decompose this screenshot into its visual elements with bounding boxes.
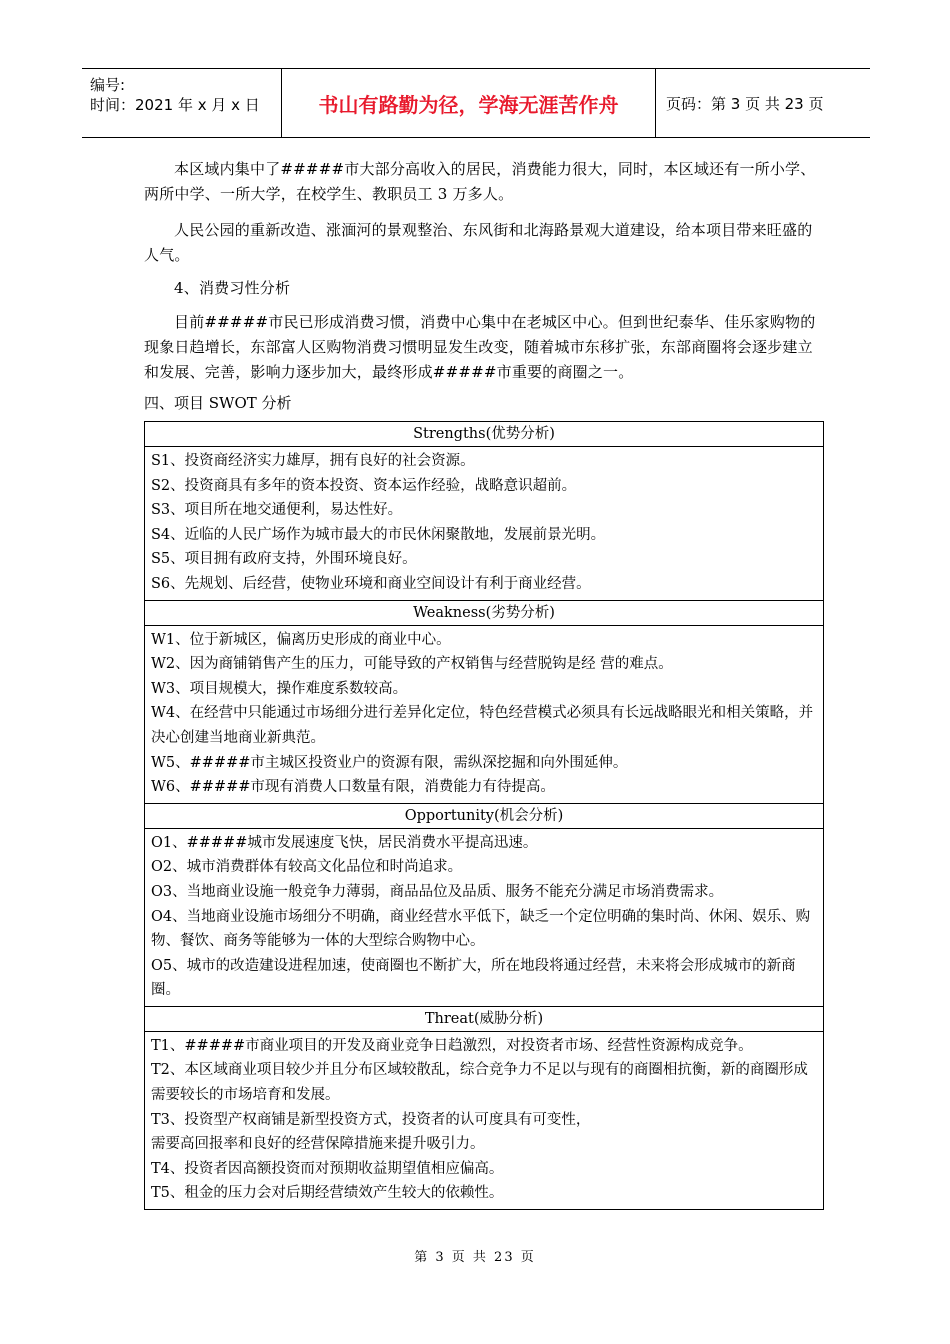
list-item: 需要高回报率和良好的经营保障措施来提升吸引力。: [151, 1136, 485, 1153]
threat-body: [145, 1032, 823, 1209]
header-motto: 书山有路勤为径，学海无涯苦作舟: [282, 69, 656, 137]
list-item: W2、因为商铺销售产生的压力，可能导致的产权销售与经营脱钩是经 营的难点。: [151, 656, 673, 673]
weakness-header: Weakness(劣势分析): [145, 601, 823, 626]
page-header: [82, 68, 870, 138]
swot-table: [144, 421, 824, 1210]
paragraph-park: 人民公园的重新改造、涨湎河的景观整治、东风街和北海路景观大道建设，给本项目带来旺盛的人气。: [144, 221, 813, 264]
page-footer: 第 3 页 共 23 页: [414, 1250, 536, 1265]
strengths-header: Strengths(优势分析): [145, 422, 823, 447]
list-item: T2、本区域商业项目较少并且分布区域较散乱，综合竞争力不足以与现有的商圈相抗衡，新的商圈形成需要较长的市场培育和发展。: [151, 1062, 808, 1104]
list-item: T1、#####市商业项目的开发及商业竞争日趋激烈，对投资者市场、经营性资源构成竞争。: [151, 1037, 753, 1054]
list-item: T5、租金的压力会对后期经营绩效产生较大的依赖性。: [151, 1185, 504, 1202]
list-item: S3、项目所在地交通便利，易达性好。: [151, 502, 403, 519]
list-item: O1、#####城市发展速度飞快，居民消费水平提高迅速。: [151, 834, 538, 851]
list-item: S1、投资商经济实力雄厚，拥有良好的社会资源。: [151, 453, 475, 469]
strengths-body: [145, 447, 823, 601]
list-item: W5、#####市主城区投资业户的资源有限，需纵深挖掘和向外围延伸。: [151, 754, 628, 771]
weakness-body: [145, 626, 823, 804]
document-date: 时间：2021 年 x 月 x 日: [90, 96, 260, 114]
header-meta: [82, 69, 282, 137]
section-heading-swot: 四、项目 SWOT 分析: [144, 394, 292, 412]
list-item: O5、城市的改造建设进程加速，使商圈也不断扩大，所在地段将通过经营，未来将会形成城市的新商圈。: [151, 957, 796, 999]
list-item: W6、#####市现有消费人口数量有限，消费能力有待提高。: [151, 779, 555, 796]
subheading-consumption-habits: 4、消费习性分析: [174, 279, 291, 297]
list-item: O4、当地商业设施市场细分不明确，商业经营水平低下，缺乏一个定位明确的集时尚、休闲、娱乐、购物、餐饮、商务等能够为一体的大型综合购物中心。: [151, 908, 811, 950]
paragraph-consumption: 目前#####市民已形成消费习惯，消费中心集中在老城区中心。但到世纪泰华、佳乐家购物的现象日趋增长，东部富人区购物消费习惯明显发生改变，随着城市东移扩张，东部商圈将会逐步建立和发展、完善，影响力逐步加大，最终形成#####市重要的商圈之一。: [144, 313, 816, 381]
opportunity-header: Opportunity(机会分析): [145, 804, 823, 829]
list-item: T3、投资型产权商铺是新型投资方式，投资者的认可度具有可变性，: [151, 1111, 591, 1128]
list-item: S2、投资商具有多年的资本投资、资本运作经验，战略意识超前。: [151, 477, 577, 494]
list-item: T4、投资者因高额投资而对预期收益期望值相应偏高。: [151, 1160, 504, 1177]
list-item: O3、当地商业设施一般竞争力薄弱，商品品位及品质、服务不能充分满足市场消费需求。: [151, 883, 724, 900]
list-item: S4、近临的人民广场作为城市最大的市民休闲聚散地，发展前景光明。: [151, 526, 606, 543]
list-item: W3、项目规模大，操作难度系数较高。: [151, 680, 408, 697]
list-item: W4、在经营中只能通过市场细分进行差异化定位，特色经营模式必须具有长远战略眼光和相关策略，并决心创建当地商业新典范。: [151, 705, 814, 746]
header-page-info: 页码：第 3 页 共 23 页: [666, 94, 824, 113]
threat-header: Threat(威胁分析): [145, 1007, 823, 1032]
paragraph-residents: 本区域内集中了#####市大部分高收入的居民，消费能力很大，同时，本区域还有一所小学、两所中学、一所大学，在校学生、教职员工 3 万多人。: [144, 160, 816, 203]
list-item: W1、位于新城区，偏离历史形成的商业中心。: [151, 631, 451, 648]
list-item: S5、项目拥有政府支持，外围环境良好。: [151, 551, 417, 568]
list-item: S6、先规划、后经营，使物业环境和商业空间设计有利于商业经营。: [151, 575, 591, 592]
list-item: O2、城市消费群体有较高文化品位和时尚追求。: [151, 859, 463, 876]
document-number-label: 编号:: [90, 76, 126, 94]
opportunity-body: [145, 829, 823, 1007]
